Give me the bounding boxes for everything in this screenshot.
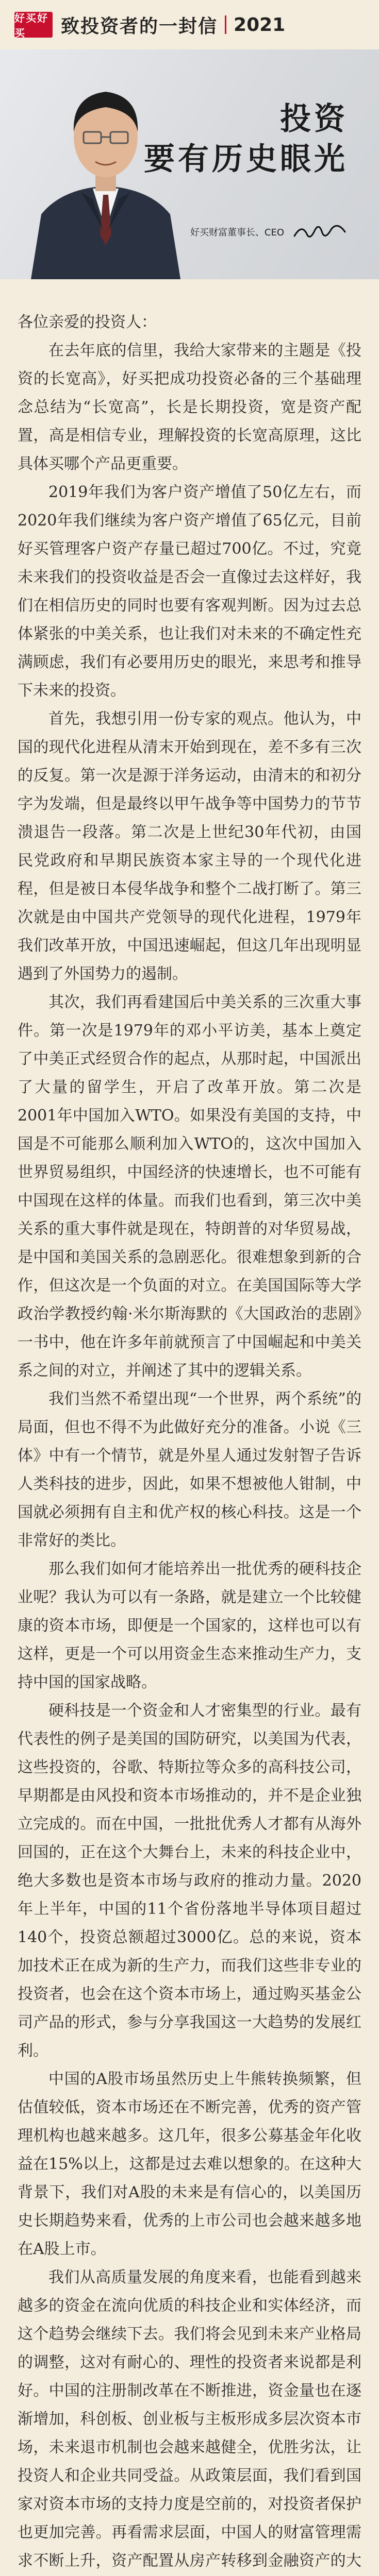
letter-body xyxy=(0,279,379,2576)
header-year: 2021 xyxy=(234,14,286,36)
letter-paragraph: 首先，我想引用一份专家的观点。他认为，中国的现代化进程从清末开始到现在，差不多有三次的反复。第一次是源于洋务运动，由清末的和初分字为发端，但是最终以甲午战争等中国势力的节节溃退告一段落。第二次是上世纪30年代初，由国民党政府和早期民族资本家主导的一个现代化进程，但是被日本侵华战争和整个二战打断了。第三次就是由中国共产党领导的现代化进程，1979年我们改革开放，中国迅速崛起，但这几年出现明显遇到了外国势力的遏制。 xyxy=(18,710,361,983)
hero-banner xyxy=(0,49,379,279)
letter-paragraph: 硬科技是一个资金和人才密集型的行业。最有代表性的例子是美国的国防研究，以美国为代表，这些投资的，谷歌、特斯拉等众多的高科技公司，早期都是由风投和资本市场推动的，并不是企业独立完成的。而在中国，一批批优秀人才都有从海外回国的，正在这个大舞台上，未来的科技企业中，绝大多数也是资本市场与政府的推动力量。2020年上半年，中国的11个省份落地半导体项目超过140个，投资总额超过3000亿。总的来说，资本加技术正在成为新的生产力，而我们这些非专业的投资者，也会在这个资本市场上，通过购买基金公司产品的形式，参与分享我国这一大趋势的发展红利。 xyxy=(18,1702,361,2060)
hero-headline-line1: 投资 xyxy=(280,101,348,137)
hero-headline xyxy=(144,99,348,179)
letter-paragraph: 那么我们如何才能培养出一批优秀的硬科技企业呢？我认为可以有一条路，就是建立一个比较健康的资本市场，即便是一个国家的，这样也可以有这样，更是一个可以用资金生态来推动生产力，支持中国的国家战略。 xyxy=(18,1560,361,1691)
hero-caption xyxy=(190,221,348,243)
brand-logo-text: 好买好买 xyxy=(14,12,48,39)
signature-icon xyxy=(291,221,348,243)
letter-paragraph: 其次，我们再看建国后中美关系的三次重大事件。第一次是1979年的邓小平访美，基本上奠定了中美正式经贸合作的起点，从那时起，中国派出了大量的留学生，开启了改革开放。第二次是2001年中国加入WTO。如果没有美国的支持，中国是不可能那么顺利加入WTO的，这次中国加入世界贸易组织，中国经济的快速增长，也不可能有中国现在这样的体量。而我们也看到，第三次中美关系的重大事件就是现在，特朗普的对华贸易战，是中国和美国关系的急剧恶化。很难想象到新的合作，但这次是一个负面的对立。在美国国际等大学政治学教授约翰·米尔斯海默的《大国政治的悲剧》一书中，他在许多年前就预言了中国崛起和中美关系之间的对立，并阐述了其中的逻辑关系。 xyxy=(18,993,361,1380)
hero-headline-line2: 要有历史眼光 xyxy=(144,141,348,177)
letter-greeting: 各位亲爱的投资人： xyxy=(18,313,157,331)
header-title: 致投资者的一封信 xyxy=(61,15,218,37)
brand-logo xyxy=(14,12,53,38)
header-divider xyxy=(225,15,226,34)
letter-paragraph: 我们从高质量发展的角度来看，也能看到越来越多的资金在流向优质的科技企业和实体经济，而这个趋势会继续下去。我们将会见到未来产业格局的调整，这对有耐心的、理性的投资者来说都是利好。中国的注册制改革在不断推进，资金量也在逐渐增加，科创板、创业板与主板形成多层次资本市场，未来退市机制也会越来越健全，优胜劣汰，让投资人和企业共同受益。从政策层面，我们看到国家对资本市场的支持力度是空前的，对投资者保护也更加完善。再看需求层面，中国人的财富管理需求不断上升，资产配置从房产转移到金融资产的大 xyxy=(18,2268,361,2570)
letter-paragraph: 在去年底的信里，我给大家带来的主题是《投资的长宽高》，好买把成功投资必备的三个基础理念总结为“长宽高”，长是长期投资，宽是资产配置，高是相信专业，理解投资的长宽高原理，这比具体买哪个产品更重要。 xyxy=(18,342,361,473)
header-bar xyxy=(0,0,379,49)
letter-paragraph: 我们当然不希望出现“一个世界，两个系统”的局面，但也不得不为此做好充分的准备。小说《三体》中有一个情节，就是外星人通过发射智子告诉人类科技的进步，因此，如果不想被他人钳制，中国就必须拥有自主和优产权的核心科技。这是一个非常好的类比。 xyxy=(18,1390,361,1550)
letter-paragraph: 中国的A股市场虽然历史上牛熊转换频繁，但估值较低，资本市场还在不断完善，优秀的资产管理机构也越来越多。这几年，很多公募基金年化收益在15%以上，这都是过去难以想象的。在这种大背景下，我们对A股的未来是有信心的，以美国历史长期趋势来看，优秀的上市公司也会越来越多地在A股上市。 xyxy=(18,2070,361,2258)
letter-paragraph: 2019年我们为客户资产增值了50亿左右，而2020年我们继续为客户资产增值了65亿元，目前好买管理客户资产存量已超过700亿。不过，究竟未来我们的投资收益是否会一直像过去这样好，我们在相信历史的同时也要有客观判断。因为过去总体紧张的中美关系，也让我们对未来的不确定性充满顾虑，我们有必要用历史的眼光，来思考和推导下未来的投资。 xyxy=(18,483,361,700)
hero-caption-role: 好买财富董事长、CEO xyxy=(190,227,284,238)
